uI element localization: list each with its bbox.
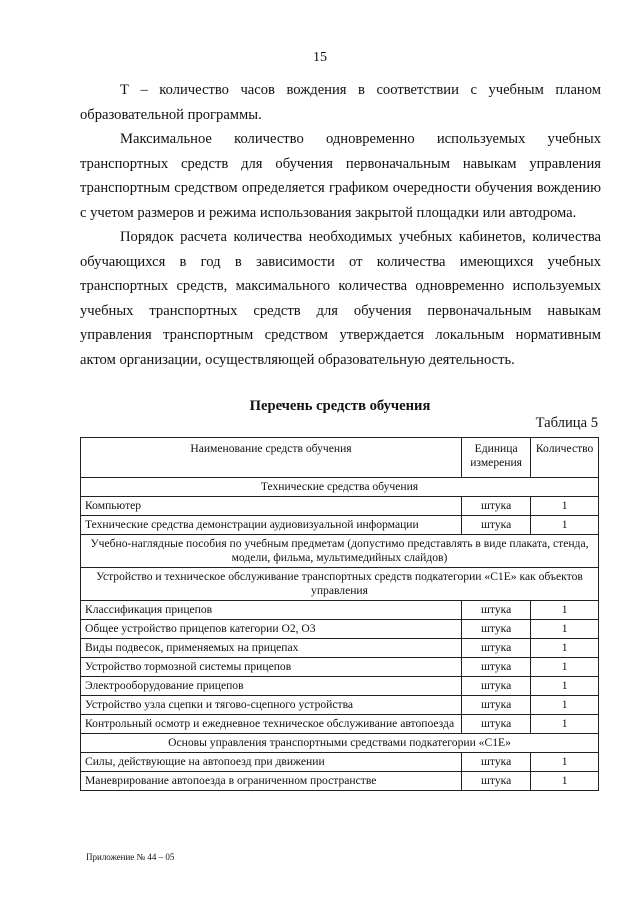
- table-header-row: [81, 438, 599, 478]
- cell-name: Маневрирование автопоезда в ограниченном пространстве: [81, 772, 462, 791]
- cell-qty: 1: [531, 497, 599, 516]
- cell-unit: штука: [461, 497, 530, 516]
- table-row: [81, 715, 599, 734]
- table-section-row: [81, 734, 599, 753]
- cell-name: Классификация прицепов: [81, 601, 462, 620]
- section-title-cell: Устройство и техническое обслуживание транспортных средств подкатегории «С1Е» как объектов управления: [81, 568, 599, 601]
- cell-unit: штука: [461, 696, 530, 715]
- section-title-cell: Технические средства обучения: [81, 478, 599, 497]
- table-section-row: [81, 568, 599, 601]
- table-row: [81, 772, 599, 791]
- paragraph-2: Максимальное количество одновременно используемых учебных транспортных средств для обучения первоначальным навыкам управления транспортным средством определяется графиком очередности обучения вождению с учетом размеров и режима использования закрытой площадки или автодрома.: [80, 131, 601, 221]
- cell-unit: штука: [461, 516, 530, 535]
- table-row: [81, 620, 599, 639]
- section-title-cell: Учебно-наглядные пособия по учебным предметам (допустимо представлять в виде плаката, стенда, модели, фильма, мультимедийных слайдов): [81, 535, 599, 568]
- table-row: [81, 516, 599, 535]
- page-number: 15: [313, 50, 327, 65]
- table-section-row: [81, 478, 599, 497]
- cell-qty: 1: [531, 696, 599, 715]
- table-row: [81, 639, 599, 658]
- paragraph-3: Порядок расчета количества необходимых учебных кабинетов, количества обучающихся в год в зависимости от количества имеющихся учебных транспортных средств, максимального количества одновременно используемых учебных транспортных средств для обучения первоначальным навыкам управления транспортным средством утверждается локальным нормативным актом организации, осуществляющей образовательную деятельность.: [80, 229, 601, 368]
- header-unit: Единица измерения: [461, 438, 530, 478]
- cell-name: Компьютер: [81, 497, 462, 516]
- cell-name: Электрооборудование прицепов: [81, 677, 462, 696]
- cell-name: Устройство тормозной системы прицепов: [81, 658, 462, 677]
- table-row: [81, 677, 599, 696]
- cell-unit: штука: [461, 601, 530, 620]
- paragraph-1: Т – количество часов вождения в соответствии с учебным планом образовательной программы.: [80, 82, 601, 123]
- cell-qty: 1: [531, 677, 599, 696]
- cell-qty: 1: [531, 658, 599, 677]
- cell-qty: 1: [531, 753, 599, 772]
- cell-unit: штука: [461, 658, 530, 677]
- table-row: [81, 696, 599, 715]
- cell-name: Технические средства демонстрации аудиовизуальной информации: [81, 516, 462, 535]
- cell-qty: 1: [531, 516, 599, 535]
- table-caption: Таблица 5: [535, 415, 598, 431]
- cell-unit: штука: [461, 639, 530, 658]
- cell-unit: штука: [461, 677, 530, 696]
- table-row: [81, 601, 599, 620]
- cell-name: Контрольный осмотр и ежедневное техническое обслуживание автопоезда: [81, 715, 462, 734]
- cell-unit: штука: [461, 772, 530, 791]
- cell-qty: 1: [531, 639, 599, 658]
- equipment-table: [80, 437, 599, 791]
- cell-name: Устройство узла сцепки и тягово-сцепного устройства: [81, 696, 462, 715]
- table-section-row: [81, 535, 599, 568]
- cell-unit: штука: [461, 753, 530, 772]
- table-row: [81, 497, 599, 516]
- cell-name: Общее устройство прицепов категории О2, О3: [81, 620, 462, 639]
- header-qty: Количество: [531, 438, 599, 478]
- section-title: Перечень средств обучения: [249, 398, 431, 414]
- cell-name: Силы, действующие на автопоезд при движении: [81, 753, 462, 772]
- cell-unit: штука: [461, 620, 530, 639]
- cell-qty: 1: [531, 620, 599, 639]
- cell-name: Виды подвесок, применяемых на прицепах: [81, 639, 462, 658]
- table-row: [81, 753, 599, 772]
- cell-qty: 1: [531, 772, 599, 791]
- section-title-cell: Основы управления транспортными средствами подкатегории «С1Е»: [81, 734, 599, 753]
- table-row: [81, 658, 599, 677]
- cell-qty: 1: [531, 601, 599, 620]
- footer-note: Приложение № 44 – 05: [86, 852, 175, 862]
- body-text: [80, 78, 601, 372]
- cell-unit: штука: [461, 715, 530, 734]
- cell-qty: 1: [531, 715, 599, 734]
- header-name: Наименование средств обучения: [81, 438, 462, 478]
